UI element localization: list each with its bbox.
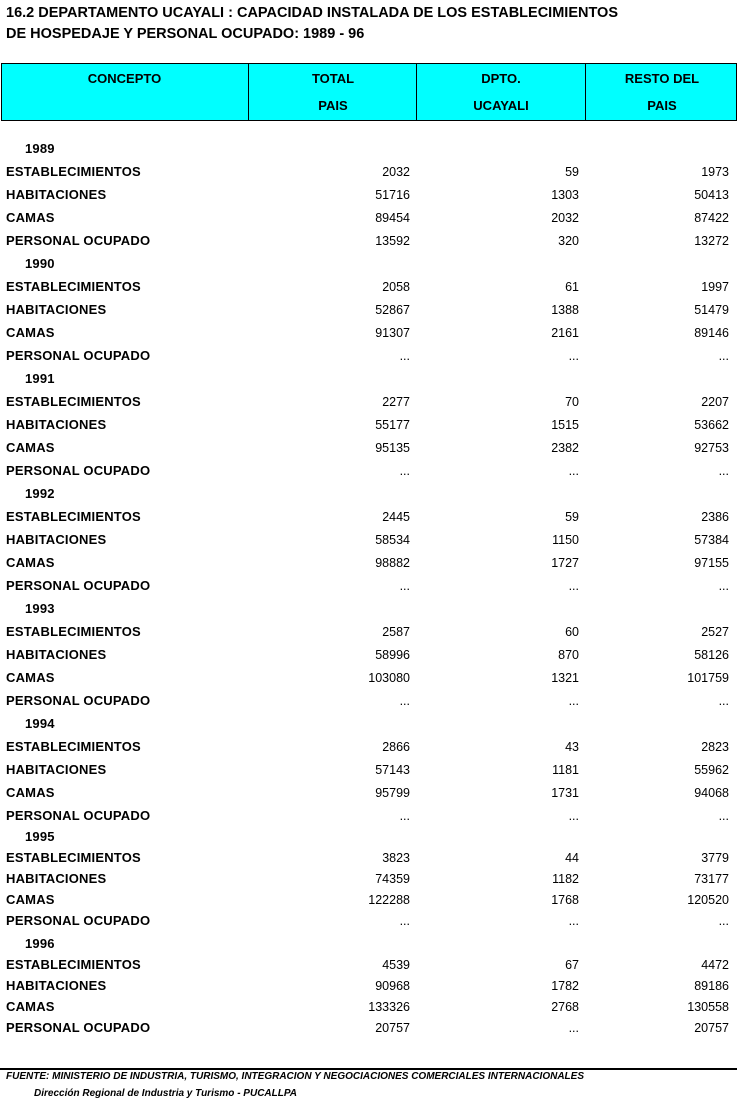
resto-pais-value: ...	[718, 809, 729, 823]
resto-pais-value: 53662	[694, 418, 729, 432]
table-row	[0, 739, 739, 759]
concepto-label: PERSONAL OCUPADO	[6, 463, 151, 478]
concepto-label: HABITACIONES	[6, 978, 107, 993]
resto-pais-value: 120520	[687, 893, 729, 907]
concepto-label: HABITACIONES	[6, 532, 107, 547]
dpto-ucayali-value: 2032	[551, 211, 579, 225]
total-pais-value: 90968	[375, 979, 410, 993]
resto-pais-value: 2527	[701, 625, 729, 639]
table-row	[0, 233, 739, 253]
dpto-ucayali-value: 2161	[551, 326, 579, 340]
dpto-ucayali-value: 1768	[551, 893, 579, 907]
table-row	[0, 762, 739, 782]
resto-pais-value: 97155	[694, 556, 729, 570]
table-row	[0, 892, 739, 912]
dpto-ucayali-value: 60	[565, 625, 579, 639]
resto-pais-value: 3779	[701, 851, 729, 865]
table-row	[0, 871, 739, 891]
year-row	[0, 716, 739, 736]
dpto-ucayali-value: 70	[565, 395, 579, 409]
concepto-label: PERSONAL OCUPADO	[6, 1020, 151, 1035]
concepto-label: ESTABLECIMIENTOS	[6, 394, 141, 409]
header-dpto-line-2: UCAYALI	[473, 98, 529, 113]
table-row	[0, 808, 739, 828]
table-row	[0, 670, 739, 690]
total-pais-value: 58534	[375, 533, 410, 547]
dpto-ucayali-value: 44	[565, 851, 579, 865]
resto-pais-value: 58126	[694, 648, 729, 662]
year-row	[0, 936, 739, 956]
table-row	[0, 647, 739, 667]
total-pais-value: 55177	[375, 418, 410, 432]
total-pais-value: 52867	[375, 303, 410, 317]
resto-pais-value: ...	[718, 694, 729, 708]
source-line-1: FUENTE: MINISTERIO DE INDUSTRIA, TURISMO, INTEGRACION Y NEGOCIACIONES COMERCIALES INTERNACIONALES	[6, 1071, 584, 1082]
year-label: 1990	[25, 256, 55, 271]
dpto-ucayali-value: 320	[558, 234, 579, 248]
total-pais-value: 103080	[368, 671, 410, 685]
resto-pais-value: 94068	[694, 786, 729, 800]
resto-pais-value: 89186	[694, 979, 729, 993]
total-pais-value: 95135	[375, 441, 410, 455]
dpto-ucayali-value: ...	[568, 464, 579, 478]
concepto-label: PERSONAL OCUPADO	[6, 913, 151, 928]
dpto-ucayali-value: 1731	[551, 786, 579, 800]
table-row	[0, 440, 739, 460]
dpto-ucayali-value: 2382	[551, 441, 579, 455]
dpto-ucayali-value: 1303	[551, 188, 579, 202]
total-pais-value: 58996	[375, 648, 410, 662]
year-row	[0, 486, 739, 506]
table-row	[0, 785, 739, 805]
resto-pais-value: 73177	[694, 872, 729, 886]
dpto-ucayali-value: 1150	[552, 533, 579, 547]
total-pais-value: 2445	[382, 510, 410, 524]
concepto-label: PERSONAL OCUPADO	[6, 348, 151, 363]
concepto-label: ESTABLECIMIENTOS	[6, 624, 141, 639]
total-pais-value: 91307	[375, 326, 410, 340]
total-pais-value: ...	[399, 349, 410, 363]
total-pais-value: 98882	[375, 556, 410, 570]
year-row	[0, 371, 739, 391]
year-label: 1993	[25, 601, 55, 616]
concepto-label: PERSONAL OCUPADO	[6, 693, 151, 708]
dpto-ucayali-value: 2768	[551, 1000, 579, 1014]
year-row	[0, 256, 739, 276]
table-row	[0, 463, 739, 483]
header-dpto-line-1: DPTO.	[481, 71, 521, 86]
table-row	[0, 555, 739, 575]
table-row	[0, 578, 739, 598]
table-row	[0, 348, 739, 368]
table-title-line-1: 16.2 DEPARTAMENTO UCAYALI : CAPACIDAD INSTALADA DE LOS ESTABLECIMIENTOS	[6, 5, 619, 21]
total-pais-value: ...	[399, 694, 410, 708]
resto-pais-value: 101759	[687, 671, 729, 685]
concepto-label: PERSONAL OCUPADO	[6, 578, 151, 593]
total-pais-value: 2058	[382, 280, 410, 294]
concepto-label: CAMAS	[6, 210, 55, 225]
header-total-line-1: TOTAL	[311, 71, 355, 86]
resto-pais-value: 1973	[701, 165, 729, 179]
footer-divider	[0, 1068, 737, 1070]
dpto-ucayali-value: ...	[568, 809, 579, 823]
total-pais-value: 133326	[368, 1000, 410, 1014]
dpto-ucayali-value: 1727	[551, 556, 579, 570]
concepto-label: ESTABLECIMIENTOS	[6, 164, 141, 179]
year-row	[0, 829, 739, 849]
total-pais-value: ...	[399, 464, 410, 478]
table-row	[0, 624, 739, 644]
concepto-label: ESTABLECIMIENTOS	[6, 850, 141, 865]
table-header	[1, 63, 737, 121]
dpto-ucayali-value: 59	[565, 165, 579, 179]
year-label: 1996	[25, 936, 55, 951]
total-pais-value: ...	[399, 579, 410, 593]
dpto-ucayali-value: 59	[565, 510, 579, 524]
dpto-ucayali-value: 67	[565, 958, 579, 972]
header-concepto	[2, 64, 247, 121]
table-title-line-2: DE HOSPEDAJE Y PERSONAL OCUPADO: 1989 - 96	[6, 26, 365, 42]
total-pais-value: 4539	[382, 958, 410, 972]
resto-pais-value: 50413	[694, 188, 729, 202]
source-line-2: Dirección Regional de Industria y Turismo - PUCALLPA	[34, 1088, 298, 1099]
concepto-label: PERSONAL OCUPADO	[6, 808, 151, 823]
total-pais-value: 3823	[382, 851, 410, 865]
concepto-label: HABITACIONES	[6, 647, 107, 662]
resto-pais-value: ...	[718, 579, 729, 593]
table-row	[0, 279, 739, 299]
dpto-ucayali-value: 61	[565, 280, 579, 294]
dpto-ucayali-value: 870	[558, 648, 579, 662]
concepto-label: ESTABLECIMIENTOS	[6, 739, 141, 754]
dpto-ucayali-value: ...	[568, 914, 579, 928]
year-label: 1994	[25, 716, 55, 731]
concepto-label: CAMAS	[6, 999, 55, 1014]
year-label: 1992	[25, 486, 55, 501]
concepto-label: HABITACIONES	[6, 187, 107, 202]
resto-pais-value: 4472	[701, 958, 729, 972]
resto-pais-value: 2823	[701, 740, 729, 754]
resto-pais-value: 130558	[687, 1000, 729, 1014]
table-row	[0, 417, 739, 437]
table-row	[0, 913, 739, 933]
total-pais-value: 95799	[375, 786, 410, 800]
total-pais-value: 89454	[375, 211, 410, 225]
concepto-label: ESTABLECIMIENTOS	[6, 509, 141, 524]
table-row	[0, 509, 739, 529]
table-row	[0, 850, 739, 870]
resto-pais-value: 20757	[694, 1021, 729, 1035]
year-label: 1995	[25, 829, 55, 844]
concepto-label: PERSONAL OCUPADO	[6, 233, 151, 248]
resto-pais-value: 2207	[701, 395, 729, 409]
resto-pais-value: ...	[718, 914, 729, 928]
concepto-label: HABITACIONES	[6, 302, 107, 317]
dpto-ucayali-value: ...	[568, 349, 579, 363]
resto-pais-value: 57384	[694, 533, 729, 547]
year-label: 1991	[25, 371, 55, 386]
resto-pais-value: 2386	[701, 510, 729, 524]
dpto-ucayali-value: ...	[568, 579, 579, 593]
total-pais-value: ...	[399, 809, 410, 823]
total-pais-value: 51716	[375, 188, 410, 202]
table-row	[0, 325, 739, 345]
dpto-ucayali-value: 1181	[552, 763, 579, 777]
table-row	[0, 210, 739, 230]
year-row	[0, 141, 739, 161]
table-row	[0, 999, 739, 1019]
table-row	[0, 978, 739, 998]
table-row	[0, 693, 739, 713]
header-concepto-label: CONCEPTO	[87, 71, 162, 86]
year-label: 1989	[25, 141, 55, 156]
dpto-ucayali-value: ...	[568, 1021, 579, 1035]
table-row	[0, 164, 739, 184]
dpto-ucayali-value: 1182	[552, 872, 579, 886]
resto-pais-value: ...	[718, 349, 729, 363]
total-pais-value: 2587	[382, 625, 410, 639]
resto-pais-value: 55962	[694, 763, 729, 777]
resto-pais-value: 13272	[694, 234, 729, 248]
concepto-label: CAMAS	[6, 785, 55, 800]
table-row	[0, 957, 739, 977]
header-total-line-2: PAIS	[318, 98, 348, 113]
dpto-ucayali-value: 1388	[551, 303, 579, 317]
concepto-label: CAMAS	[6, 670, 55, 685]
total-pais-value: 2277	[382, 395, 410, 409]
total-pais-value: ...	[399, 914, 410, 928]
total-pais-value: 2032	[382, 165, 410, 179]
total-pais-value: 74359	[375, 872, 410, 886]
resto-pais-value: 89146	[694, 326, 729, 340]
header-total-pais	[248, 64, 417, 121]
table-row	[0, 187, 739, 207]
concepto-label: CAMAS	[6, 440, 55, 455]
concepto-label: HABITACIONES	[6, 871, 107, 886]
concepto-label: CAMAS	[6, 325, 55, 340]
dpto-ucayali-value: 1321	[551, 671, 579, 685]
table-row	[0, 532, 739, 552]
total-pais-value: 57143	[375, 763, 410, 777]
concepto-label: CAMAS	[6, 555, 55, 570]
resto-pais-value: 1997	[701, 280, 729, 294]
concepto-label: ESTABLECIMIENTOS	[6, 279, 141, 294]
year-row	[0, 601, 739, 621]
dpto-ucayali-value: 43	[565, 740, 579, 754]
concepto-label: CAMAS	[6, 892, 55, 907]
total-pais-value: 2866	[382, 740, 410, 754]
concepto-label: HABITACIONES	[6, 417, 107, 432]
header-resto-pais	[585, 64, 738, 121]
dpto-ucayali-value: 1782	[551, 979, 579, 993]
table-row	[0, 394, 739, 414]
concepto-label: ESTABLECIMIENTOS	[6, 957, 141, 972]
table-row	[0, 302, 739, 322]
total-pais-value: 20757	[375, 1021, 410, 1035]
resto-pais-value: 92753	[694, 441, 729, 455]
header-resto-line-1: RESTO DEL	[624, 71, 700, 86]
resto-pais-value: ...	[718, 464, 729, 478]
dpto-ucayali-value: ...	[568, 694, 579, 708]
concepto-label: HABITACIONES	[6, 762, 107, 777]
resto-pais-value: 87422	[694, 211, 729, 225]
table-row	[0, 1020, 739, 1040]
resto-pais-value: 51479	[694, 303, 729, 317]
total-pais-value: 13592	[375, 234, 410, 248]
header-resto-line-2: PAIS	[647, 98, 677, 113]
dpto-ucayali-value: 1515	[551, 418, 579, 432]
header-dpto-ucayali	[416, 64, 585, 121]
total-pais-value: 122288	[368, 893, 410, 907]
